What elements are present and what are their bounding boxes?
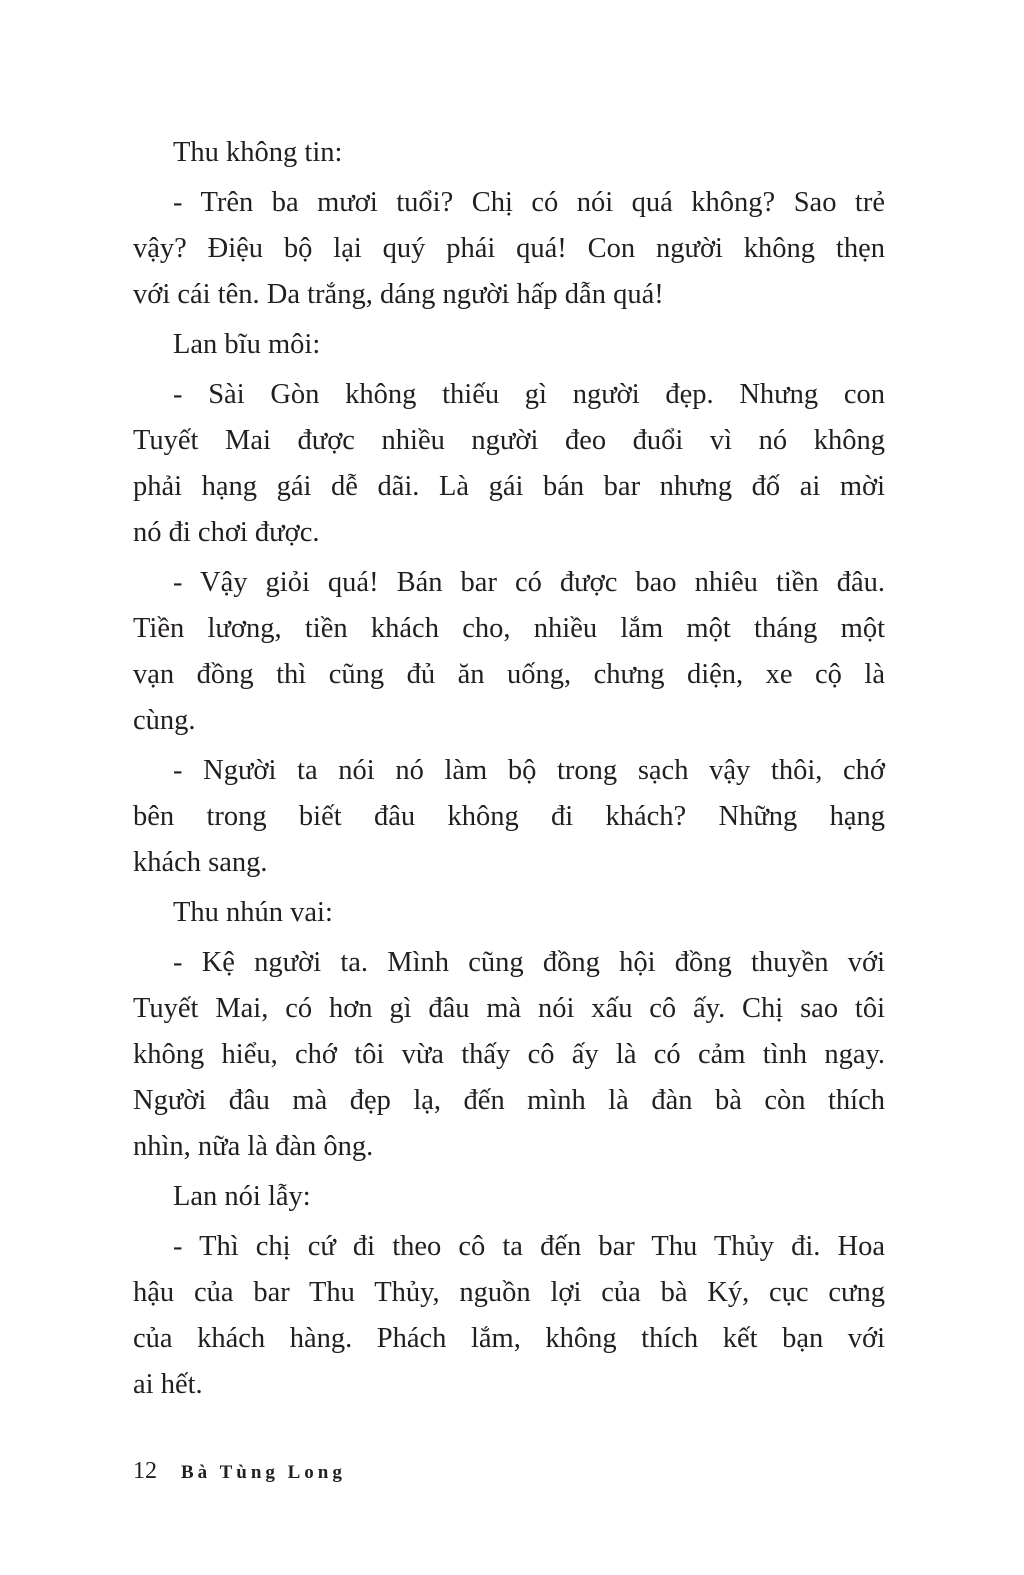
text-line: nó đi chơi được.: [133, 517, 320, 548]
text-line: cùng.: [133, 705, 196, 736]
text-line: - Trên ba mươi tuổi? Chị có nói quá không? Sao trẻ: [173, 187, 885, 218]
text-line: - Vậy giỏi quá! Bán bar có được bao nhiêu tiền đâu.: [173, 567, 885, 598]
paragraph: [133, 180, 885, 318]
paragraph: [133, 560, 885, 744]
text-line: Tiền lương, tiền khách cho, nhiều lắm một tháng một: [133, 613, 885, 644]
paragraph: [133, 940, 885, 1170]
paragraph: [133, 890, 885, 936]
text-line: vậy? Điệu bộ lại quý phái quá! Con người không thẹn: [133, 233, 885, 264]
text-line: của khách hàng. Phách lắm, không thích kết bạn với: [133, 1323, 885, 1354]
text-line: - Thì chị cứ đi theo cô ta đến bar Thu Thủy đi. Hoa: [173, 1231, 885, 1262]
text-line: Tuyết Mai được nhiều người đeo đuổi vì nó không: [133, 425, 885, 456]
text-line: - Sài Gòn không thiếu gì người đẹp. Nhưng con: [173, 379, 885, 410]
text-line: Lan nói lẫy:: [173, 1181, 311, 1212]
page-footer: [133, 1458, 346, 1485]
body-text: [133, 126, 885, 1408]
text-line: nhìn, nữa là đàn ông.: [133, 1131, 374, 1162]
text-line: không hiểu, chớ tôi vừa thấy cô ấy là có cảm tình ngay.: [133, 1039, 885, 1070]
text-line: - Kệ người ta. Mình cũng đồng hội đồng thuyền với: [173, 947, 885, 978]
paragraph: [133, 1224, 885, 1408]
paragraph: [133, 1174, 885, 1220]
text-line: Thu không tin:: [173, 137, 343, 168]
text-line: Lan bĩu môi:: [173, 329, 321, 360]
text-line: Thu nhún vai:: [173, 897, 333, 928]
text-line: phải hạng gái dễ dãi. Là gái bán bar nhưng đố ai mời: [133, 471, 885, 502]
author-name: Bà Tùng Long: [181, 1462, 346, 1483]
text-line: Người đâu mà đẹp lạ, đến mình là đàn bà còn thích: [133, 1085, 885, 1116]
paragraph: [133, 130, 885, 176]
text-line: với cái tên. Da trắng, dáng người hấp dẫn quá!: [133, 279, 664, 310]
text-line: bên trong biết đâu không đi khách? Những hạng: [133, 801, 885, 832]
text-line: ai hết.: [133, 1369, 203, 1400]
paragraph: [133, 322, 885, 368]
paragraph: [133, 748, 885, 886]
text-line: hậu của bar Thu Thủy, nguồn lợi của bà Ký, cục cưng: [133, 1277, 885, 1308]
text-line: khách sang.: [133, 847, 268, 878]
paragraph: [133, 372, 885, 556]
page-number: 12: [133, 1458, 157, 1484]
text-line: vạn đồng thì cũng đủ ăn uống, chưng diện, xe cộ là: [133, 659, 885, 690]
text-line: Tuyết Mai, có hơn gì đâu mà nói xấu cô ấy. Chị sao tôi: [133, 993, 885, 1024]
text-line: - Người ta nói nó làm bộ trong sạch vậy thôi, chớ: [173, 755, 885, 786]
